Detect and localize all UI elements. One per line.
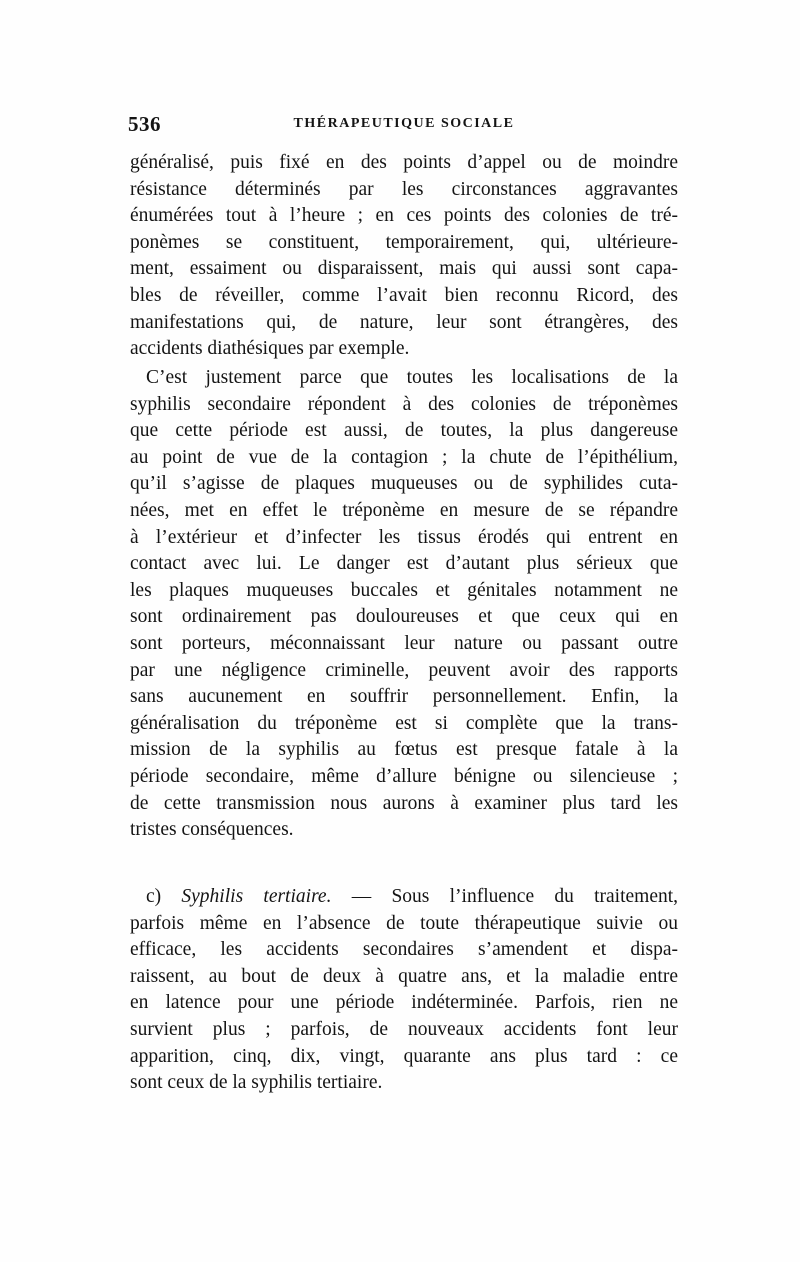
text-line: ment, essaiment ou disparaissent, mais qui aussi sont capa- [130,258,678,280]
section-label: c) [146,886,162,907]
text-line: nées, met en effet le tréponème en mesure de se répandre [130,499,678,521]
text-line: au point de vue de la contagion ; la chute de l’épithélium, [130,446,678,468]
text-line: que cette période est aussi, de toutes, la plus dangereuse [130,420,678,442]
text-line: généralisation du tréponème est si complète que la trans- [130,712,678,734]
section-title: Syphilis tertiaire. [181,886,332,907]
text-line: les plaques muqueuses buccales et génitales notamment ne [130,579,678,601]
text-line: résistance déterminés par les circonstances aggravantes [130,178,678,200]
text-line: à l’extérieur et d’infecter les tissus érodés qui entrent en [130,526,678,548]
text-line: manifestations qui, de nature, leur sont étrangères, des [130,311,678,333]
text-line: sont ordinairement pas douloureuses et que ceux qui en [130,606,678,628]
text-line: tristes conséquences. [130,819,294,841]
running-title: THÉRAPEUTIQUE SOCIALE [293,116,515,131]
text-line: sont ceux de la syphilis tertiaire. [130,1072,383,1094]
section-first-line-text: — Sous l’influence du traitement, [351,886,678,907]
paragraph-2 [130,365,678,844]
text-line: mission de la syphilis au fœtus est presque fatale à la [130,739,678,761]
paragraph-1 [130,150,678,363]
text-line: C’est justement parce que toutes les localisations de la [146,367,678,388]
page-number: 536 [128,112,161,136]
text-line: parfois même en l’absence de toute thérapeutique suivie ou [130,912,678,934]
text-line: apparition, cinq, dix, vingt, quarante ans plus tard : ce [130,1045,678,1067]
text-line: contact avec lui. Le danger est d’autant plus sérieux que [130,553,678,575]
text-line: de cette transmission nous aurons à examiner plus tard les [130,792,678,814]
text-line: énumérées tout à l’heure ; en ces points des colonies de tré- [130,205,678,227]
text-line: généralisé, puis fixé en des points d’appel ou de moindre [130,152,678,173]
text-line: ponèmes se constituent, temporairement, qui, ultérieure- [130,231,678,253]
text-line: efficace, les accidents secondaires s’amendent et dispa- [130,939,678,961]
text-line: syphilis secondaire répondent à des colonies de tréponèmes [130,393,678,415]
section-heading-line [130,884,678,911]
text-line: en latence pour une période indéterminée. Parfois, rien ne [130,992,678,1014]
text-line: qu’il s’agisse de plaques muqueuses ou de syphilides cuta- [130,473,678,495]
text-line: sans aucunement en souffrir personnellement. Enfin, la [130,686,678,708]
text-line: raissent, au bout de deux à quatre ans, et la maladie entre [130,965,678,987]
text-line: par une négligence criminelle, peuvent avoir des rapports [130,659,678,681]
text-line: bles de réveiller, comme l’avait bien reconnu Ricord, des [130,284,678,306]
text-line: période secondaire, même d’allure bénigne ou silencieuse ; [130,765,678,787]
text-line: accidents diathésiques par exemple. [130,338,410,360]
text-line: sont porteurs, méconnaissant leur nature ou passant outre [130,632,678,654]
text-line: survient plus ; parfois, de nouveaux accidents font leur [130,1018,678,1040]
running-head [128,112,680,142]
section-syphilis-tertiaire [130,884,678,1097]
